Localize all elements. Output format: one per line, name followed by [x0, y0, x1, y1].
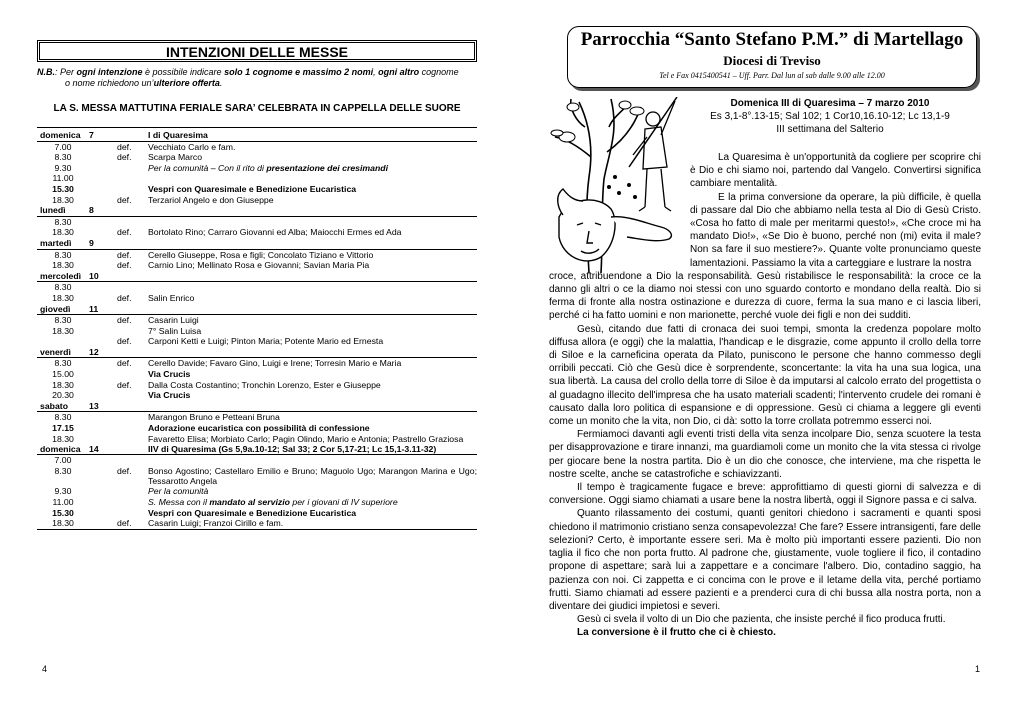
def-marker	[117, 423, 148, 434]
sunday-info	[690, 97, 970, 136]
def-marker	[117, 508, 148, 519]
schedule-row	[37, 142, 477, 153]
schedule-row	[37, 369, 477, 380]
schedule-row	[37, 412, 477, 423]
schedule-row	[37, 336, 477, 347]
spacer	[89, 369, 117, 380]
schedule-day-row	[37, 347, 477, 359]
mass-time: 20.30	[52, 390, 74, 401]
mass-time: 18.30	[52, 325, 74, 336]
mass-intention: Scarpa Marco	[148, 152, 203, 163]
schedule-row	[37, 163, 477, 174]
def-marker	[117, 184, 148, 195]
day-name: martedì	[40, 237, 72, 248]
nb-text: : Per	[55, 67, 77, 77]
day-number: 13	[89, 400, 99, 411]
day-number: 8	[89, 205, 94, 216]
mass-intention: Casarin Luigi; Franzoi Cirillo e fam.	[148, 518, 284, 529]
def-marker: def.	[117, 292, 132, 303]
day-title	[148, 238, 477, 249]
nb-bold: ogni intenzione	[76, 67, 143, 77]
mass-intention: Per la comunità – Con il rito di presentazione dei cresimandi	[148, 162, 388, 173]
day-name: venerdì	[40, 346, 71, 357]
def-marker	[117, 163, 148, 174]
spacer	[89, 434, 117, 444]
def-marker	[117, 282, 148, 293]
mass-intention: Salin Enrico	[148, 292, 195, 303]
day-number: 9	[89, 237, 94, 248]
mass-time: 18.30	[52, 227, 74, 238]
mass-time: 18.30	[52, 194, 74, 205]
day-name: mercoledì	[40, 270, 82, 281]
schedule-row	[37, 217, 477, 228]
schedule-row	[37, 227, 477, 238]
mass-intention: Favaretto Elisa; Morbiato Carlo; Pagin Olindo, Mario e Antonia; Pastrello Graziosa	[148, 433, 464, 444]
spacer	[89, 336, 117, 347]
def-marker: def.	[117, 152, 132, 163]
mass-intention: S. Messa con il mandato al servizio per i giovani di IV superiore	[148, 497, 398, 508]
page-number: 1	[975, 664, 981, 674]
def-marker: def.	[117, 315, 132, 326]
mass-time: 18.30	[52, 433, 74, 444]
def-marker: def.	[117, 358, 132, 369]
schedule-row	[37, 326, 477, 337]
mass-time: 8.30	[54, 249, 72, 260]
schedule-row	[37, 184, 477, 195]
day-number: 10	[89, 270, 99, 281]
schedule-row	[37, 423, 477, 434]
schedule-row	[37, 466, 477, 486]
day-title: IIV di Quaresima (Gs 5,9a.10-12; Sal 33; 2 Cor 5,17-21; Lc 15,1-3.11-32)	[148, 443, 437, 454]
spacer	[89, 390, 117, 401]
def-marker: def.	[117, 141, 132, 152]
mass-intention: Vecchiato Carlo e fam.	[148, 141, 236, 152]
def-marker	[117, 304, 148, 315]
schedule-row	[37, 390, 477, 401]
nb-text: cognome	[419, 67, 459, 77]
def-marker	[117, 401, 148, 412]
article	[549, 151, 981, 640]
mass-time: 18.30	[52, 379, 74, 390]
spacer	[89, 358, 117, 369]
def-marker	[117, 271, 148, 282]
mass-schedule	[37, 130, 477, 530]
article-paragraph-wrapped: E la prima conversione da operare, la più difficile, è quella di passare dal Dio che abbiamo nella testa al Dio di Gesù Cristo. «Cosa ho fatto di male per meritarmi questo!», «Che croce mi ha mandato Dio!», «Se Dio è buono, perché non (mi) evita il male? Non sa fare il suo mestiere?». Quante volte pronunciamo queste lamentazioni. Passiamo la vita a carteggiare e lustrare la nostra	[690, 191, 981, 269]
schedule-row	[37, 358, 477, 369]
mass-intention: Bonso Agostino; Castellaro Emilio e Bruno; Maguolo Ugo; Marangon Marina e Ugo; Tessarotto Angela	[148, 466, 477, 487]
mass-time: 8.30	[54, 315, 72, 326]
day-title	[148, 347, 477, 358]
day-title	[148, 271, 477, 282]
article-paragraph: La Quaresima è un'opportunità da cogliere per scoprire chi è Dio e chi siamo noi, partendo dal Vangelo. Convertirsi significa cambiare mentalità.	[690, 152, 981, 190]
def-marker: def.	[117, 227, 132, 238]
article-paragraph: Gesù, citando due fatti di cronaca dei suoi tempi, smonta la credenza popolare molto diffusa allora (e oggi) che la malattia, l'handicap e le disgrazie, come appunto il crollo della torre di Siloe e la carneficina operata da Pilato, puniscono le persone che hanno commesso degli orribili peccati. Ciò che Gesù dice è sorprendente, sconcertante: la vita ha una sua logica, una sua libertà. La causa del crollo della torre di Siloe è da imputarsi al calcolo errato del progettista o al guadagno illecito dell'impresa che ha usato materiali scadenti; l'intervento crudele dei romani è causato dalla loro politica di espansione e di oppressione. Gesù ci chiama a leggere gli eventi come un monito che la vita, non Dio, ci dà: sotto la torre crollata potremmo esserci noi.	[549, 323, 981, 428]
def-marker	[117, 217, 148, 228]
spacer	[89, 326, 117, 337]
def-marker: def.	[117, 379, 132, 390]
mass-intention: Marangon Bruno e Petteani Bruna	[148, 412, 280, 423]
day-name: domenica	[40, 130, 81, 140]
nb-text: o nome richiedono un’	[65, 78, 154, 88]
def-marker	[117, 173, 148, 184]
schedule-row	[37, 195, 477, 206]
def-marker	[117, 369, 148, 380]
article-paragraph: Quanto rilassamento dei costumi, quanti genitori chiedono i sacramenti e quanti sposi chiedono il matrimonio cristiano senza consapevolezza! Che fare? Essere intransigenti, fare delle selezioni? Certo, è importante essere seri. Ma è molto più importanti essere pazienti. Dio non taglia il fico che non porta frutto. Al padrone che, giustamente, vuole togliere il fico, il contadino propone di aspettare; sarà lui a zappettare e a concimare l'albero. Dio, contadino saggio, ha pazienza con noi. Ci zappetta e ci concima con le prove e il letame della vita, perché portiamo frutti. Siamo chiamati ad essere pazienti e a prenderci cura di chi bussa alla nostra porta, non a diventare dei giudici impietosi e severi.	[549, 508, 981, 612]
schedule-day-row	[37, 401, 477, 413]
def-marker	[117, 444, 148, 455]
mass-time: 8.30	[54, 412, 72, 423]
page-title: INTENZIONI DELLE MESSE	[37, 40, 477, 62]
mass-time	[37, 336, 89, 347]
mass-intention: Cerello Giuseppe, Rosa e figli; Concolato Tiziano e Vittorio	[148, 249, 374, 260]
schedule-row	[37, 508, 477, 519]
schedule-day-row	[37, 238, 477, 250]
spacer	[89, 152, 117, 163]
mass-time: 7.00	[54, 141, 72, 152]
day-name: sabato	[40, 400, 69, 411]
schedule-row	[37, 455, 477, 466]
parish-name: Parrocchia “Santo Stefano P.M.” di Martellago	[580, 29, 964, 50]
schedule-day-row	[37, 130, 477, 142]
article-closing: La conversione è il frutto che ci è chiesto.	[577, 627, 776, 639]
article-paragraph	[549, 191, 981, 323]
def-marker: def.	[117, 260, 132, 271]
def-marker	[117, 205, 148, 216]
spacer	[89, 260, 117, 271]
def-marker	[117, 390, 148, 401]
mass-time: 18.30	[52, 518, 74, 529]
schedule-row	[37, 486, 477, 497]
day-number: 12	[89, 346, 99, 357]
mass-time: 18.30	[52, 292, 74, 303]
mass-intention: Carponi Ketti e Luigi; Pinton Maria; Potente Mario ed Ernesta	[148, 336, 384, 347]
mass-time: 15.30	[52, 507, 74, 518]
day-number: 14	[89, 443, 99, 454]
schedule-row	[37, 293, 477, 304]
mass-intention: Carnio Lino; Mellinato Rosa e Giovanni; Savian Maria Pia	[148, 260, 370, 271]
def-marker: def.	[117, 194, 132, 205]
article-paragraph: Fermiamoci davanti agli eventi tristi della vita senza incolpare Dio, senza scuotere la testa per disapprovazione e tirare innanzi, ma guardiamoli come un monito che la vita stessa ci rivolge per giocare bene la nostra partita. Dio è un dio che conosce, che interviene, ma che rispetta le nostre scelte, anche se catastrofiche e schiavizzanti.	[549, 429, 981, 480]
schedule-day-row	[37, 205, 477, 217]
schedule-day-row	[37, 271, 477, 283]
spacer	[89, 250, 117, 261]
mass-intention: Terzariol Angelo e don Giuseppe	[148, 194, 274, 205]
contact-info: Tel e Fax 0415400541 – Uff. Parr. Dal lun al sab dalle 9.00 alle 12.00	[659, 71, 885, 80]
schedule-row	[37, 497, 477, 508]
nb-text: ,	[373, 67, 379, 77]
day-name: lunedì	[40, 205, 66, 216]
mass-intention: Adorazione eucaristica con possibilità di confessione	[148, 423, 370, 434]
def-marker: def.	[117, 518, 132, 529]
def-marker: def.	[117, 336, 132, 347]
day-number: 11	[89, 303, 99, 314]
schedule-row	[37, 315, 477, 326]
mass-time: 7.00	[54, 455, 72, 466]
parish-header	[567, 26, 977, 88]
def-marker	[117, 412, 148, 423]
def-marker	[117, 434, 148, 444]
schedule-row	[37, 518, 477, 530]
mass-intention: Per la comunità	[148, 486, 209, 497]
chapel-notice: LA S. MESSA MATTUTINA FERIALE SARA’ CELEBRATA IN CAPPELLA DELLE SUORE	[53, 103, 461, 114]
spacer	[89, 173, 117, 184]
mass-intention: Vespri con Quaresimale e Benedizione Eucaristica	[148, 183, 357, 194]
def-marker	[117, 238, 148, 249]
def-marker: def.	[117, 466, 132, 477]
mass-intention	[148, 455, 477, 466]
mass-intention: Vespri con Quaresimale e Benedizione Eucaristica	[148, 507, 357, 518]
mass-time: 9.30	[54, 486, 72, 497]
mass-time: 11.00	[52, 497, 74, 508]
day-name: giovedì	[40, 303, 71, 314]
mass-time: 8.30	[54, 216, 72, 227]
def-marker	[117, 326, 148, 337]
schedule-day-row	[37, 444, 477, 456]
article-paragraph: Gesù ci svela il volto di un Dio che pazienta, che insiste perché il fico produca frutti.	[577, 614, 946, 626]
spacer	[89, 184, 117, 195]
schedule-day-row	[37, 304, 477, 316]
spacer	[89, 423, 117, 434]
mass-time: 9.30	[54, 162, 72, 173]
divider	[37, 127, 477, 128]
day-title	[148, 205, 477, 216]
spacer	[89, 466, 117, 486]
day-number: 7	[89, 130, 94, 140]
spacer	[89, 486, 117, 497]
mass-time: 8.30	[54, 152, 72, 163]
schedule-row	[37, 173, 477, 184]
mass-intention: Casarin Luigi	[148, 315, 199, 326]
spacer	[89, 497, 117, 508]
def-marker	[117, 486, 148, 497]
spacer	[89, 282, 117, 293]
nb-bold: ulteriore offerta	[153, 78, 220, 88]
mass-time: 8.30	[54, 466, 72, 477]
spacer	[89, 293, 117, 304]
mass-intention	[148, 173, 477, 184]
schedule-row	[37, 434, 477, 444]
spacer	[89, 142, 117, 153]
article-paragraph: Il tempo è tragicamente fugace e breve: approfittiamo di questi giorni di salvezza e di conversione. Oggi siamo chiamati a usare bene la nostra libertà, oggi il Signore passa e ci salva.	[549, 482, 981, 507]
day-name: domenica	[40, 443, 81, 454]
def-marker	[117, 130, 148, 141]
mass-time: 17.15	[52, 423, 74, 434]
readings: Es 3,1-8°.13-15; Sal 102; 1 Cor10,16.10-12; Lc 13,1-9	[710, 111, 950, 122]
nb-text: .	[219, 78, 223, 88]
spacer	[89, 217, 117, 228]
page-number: 4	[42, 664, 48, 674]
spacer	[89, 380, 117, 391]
psalter-week: III settimana del Salterio	[776, 124, 884, 135]
mass-intention: 7° Salin Luisa	[148, 325, 202, 336]
schedule-row	[37, 282, 477, 293]
def-marker	[117, 455, 148, 466]
nb-bold: solo 1 cognome e massimo 2 nomi	[224, 67, 374, 77]
spacer	[89, 455, 117, 466]
mass-intention: Via Crucis	[148, 369, 191, 380]
mass-intention	[148, 217, 477, 228]
mass-time: 15.00	[52, 369, 74, 380]
mass-time: 11.00	[52, 173, 74, 184]
spacer	[89, 163, 117, 174]
nb-prefix: N.B.	[37, 67, 55, 77]
def-marker	[117, 497, 148, 508]
mass-time: 15.30	[52, 183, 74, 194]
mass-intention: Via Crucis	[148, 390, 191, 401]
schedule-row	[37, 250, 477, 261]
spacer	[89, 508, 117, 519]
article-paragraph-continued: croce, attribuendone a Dio la responsabilità. Gesù ristabilisce le responsabilità: la croce ce la danno gli altri o ce la diamo noi stessi con uno sguardo contorto e mondano della realtà. Dio si ferma di fronte alla nostra ostinazione e durezza di cuore, ferma la sua mano e ci lascia liberi, perché ci ha fatto uomini e non marionette, perché vuole dei figli e non dei sudditi.	[549, 270, 981, 322]
mass-time: 18.30	[52, 260, 74, 271]
day-title	[148, 304, 477, 315]
schedule-row	[37, 152, 477, 163]
spacer	[89, 315, 117, 326]
mass-intention: Cerello Davide; Favaro Gino, Luigi e Irene; Torresin Mario e Maria	[148, 358, 402, 369]
diocese-name: Diocesi di Treviso	[723, 53, 821, 68]
schedule-row	[37, 260, 477, 271]
spacer	[89, 518, 117, 529]
nb-bold: ogni altro	[378, 67, 420, 77]
mass-intention: Dalla Costa Costantino; Tronchin Lorenzo, Ester e Giuseppe	[148, 379, 381, 390]
mass-time: 8.30	[54, 282, 72, 293]
day-title: I di Quaresima	[148, 130, 208, 140]
day-title	[148, 401, 477, 412]
spacer	[89, 412, 117, 423]
schedule-row	[37, 380, 477, 391]
nb-text: è possibile indicare	[142, 67, 225, 77]
def-marker: def.	[117, 249, 132, 260]
sunday-title: Domenica III di Quaresima – 7 marzo 2010	[730, 98, 930, 109]
nb-note	[37, 67, 477, 89]
spacer	[89, 195, 117, 206]
mass-intention	[148, 282, 477, 293]
spacer	[89, 227, 117, 238]
mass-time: 8.30	[54, 358, 72, 369]
def-marker	[117, 347, 148, 358]
mass-intention: Bortolato Rino; Carraro Giovanni ed Alba; Maiocchi Ermes ed Ada	[148, 227, 402, 238]
